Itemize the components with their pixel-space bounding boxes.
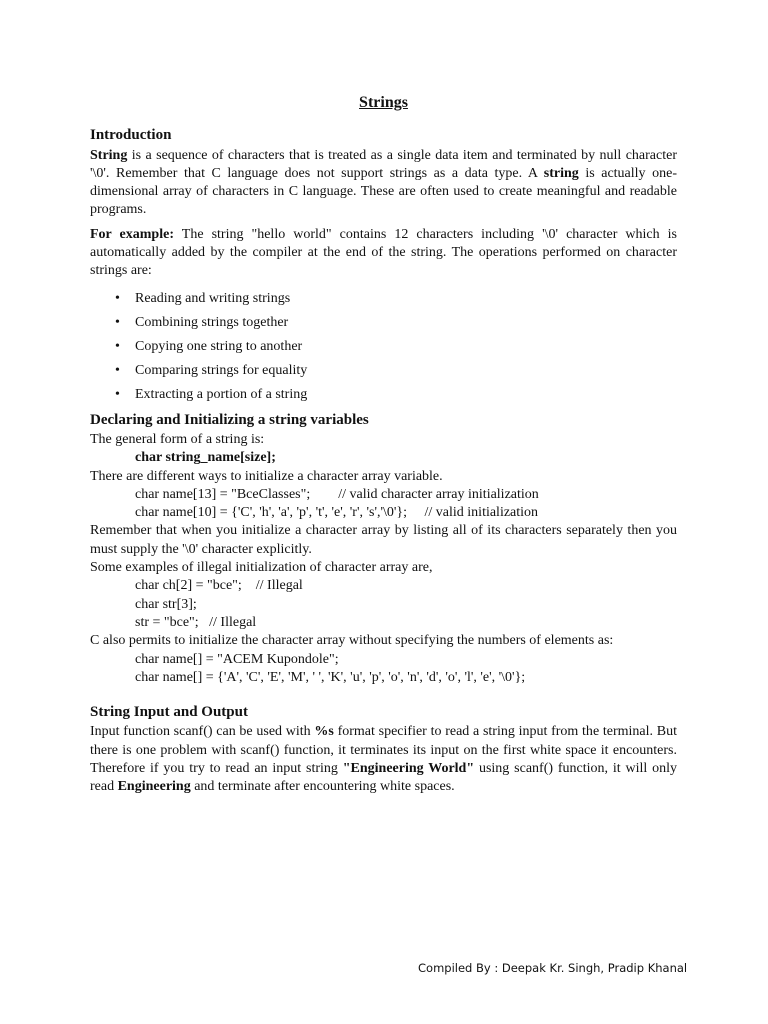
code-line: char name[] = "ACEM Kupondole"; (135, 651, 339, 667)
page-title: Strings (359, 94, 408, 111)
io-paragraph (90, 723, 677, 796)
illegal-intro-text: Some examples of illegal initialization of character array are, (90, 560, 433, 576)
heading-introduction: Introduction (90, 127, 172, 144)
example-text: The string "hello world" contains 12 characters including '\0' character which is automatically added by the compiler at the end of the string. The operations performed on character strings are: (90, 226, 677, 279)
intro-text-b: is actually one-dimensional array of characters in C language. These are often used to create meaningful and readable programs. (90, 165, 677, 218)
remember-text: Remember that when you initialize a character array by listing all of its characters separately then you must supply the '\0' character explicitly. (90, 523, 677, 557)
code-line: str = "bce"; // Illegal (135, 614, 257, 630)
code-line: char name[] = {'A', 'C', 'E', 'M', ' ', 'K', 'u', 'p', 'o', 'n', 'd', 'o', 'l', 'e', '\0'}; (135, 669, 526, 685)
syntax-line: char string_name[size]; (135, 450, 276, 466)
term-string-2: string (543, 165, 579, 181)
heading-declaring: Declaring and Initializing a string variables (90, 411, 369, 428)
code-line: char name[10] = {'C', 'h', 'a', 'p', 't', 'e', 'r', 's','\0'}; // valid initialization (135, 505, 539, 521)
read-word: Engineering (117, 779, 191, 795)
format-specifier: %s (314, 724, 334, 740)
permits-text: C also permits to initialize the character array without specifying the numbers of elements as: (90, 633, 614, 649)
io-text-1: Input function scanf() can be used with (90, 724, 315, 740)
general-form-text: The general form of a string is: (90, 431, 265, 447)
io-text-3: using scanf() function, it will only read (90, 761, 677, 795)
intro-paragraph (90, 147, 677, 220)
term-string: String (90, 147, 128, 163)
heading-io: String Input and Output (90, 704, 248, 721)
code-line: char str[3]; (135, 596, 197, 612)
term-for-example: For example: (90, 226, 174, 242)
io-text-2: format specifier to read a string input from the terminal. But there is one problem with scanf() function, it terminates its input on the first white space it encounters. Therefore if you try to read an input string (90, 724, 677, 777)
example-paragraph (90, 226, 677, 281)
code-line: char name[13] = "BceClasses"; // valid character array initialization (135, 486, 539, 502)
list-item: • Copying one string to another (135, 335, 677, 359)
code-line: char ch[2] = "bce"; // Illegal (135, 578, 303, 594)
list-item: • Extracting a portion of a string (135, 383, 677, 407)
example-input: "Engineering World" (342, 761, 475, 777)
footer-credit: Compiled By : Deepak Kr. Singh, Pradip Khanal (418, 961, 688, 975)
list-item: • Comparing strings for equality (135, 359, 677, 383)
operations-list (90, 287, 677, 407)
document-body (90, 94, 677, 797)
io-text-4: and terminate after encountering white spaces. (190, 779, 455, 795)
ways-text: There are different ways to initialize a character array variable. (90, 468, 443, 484)
intro-text-a: is a sequence of characters that is treated as a single data item and terminated by null character '\0'. Remember that C language does not support strings as a data type. A (90, 147, 677, 181)
list-item: • Combining strings together (135, 311, 677, 335)
list-item: • Reading and writing strings (135, 287, 677, 311)
